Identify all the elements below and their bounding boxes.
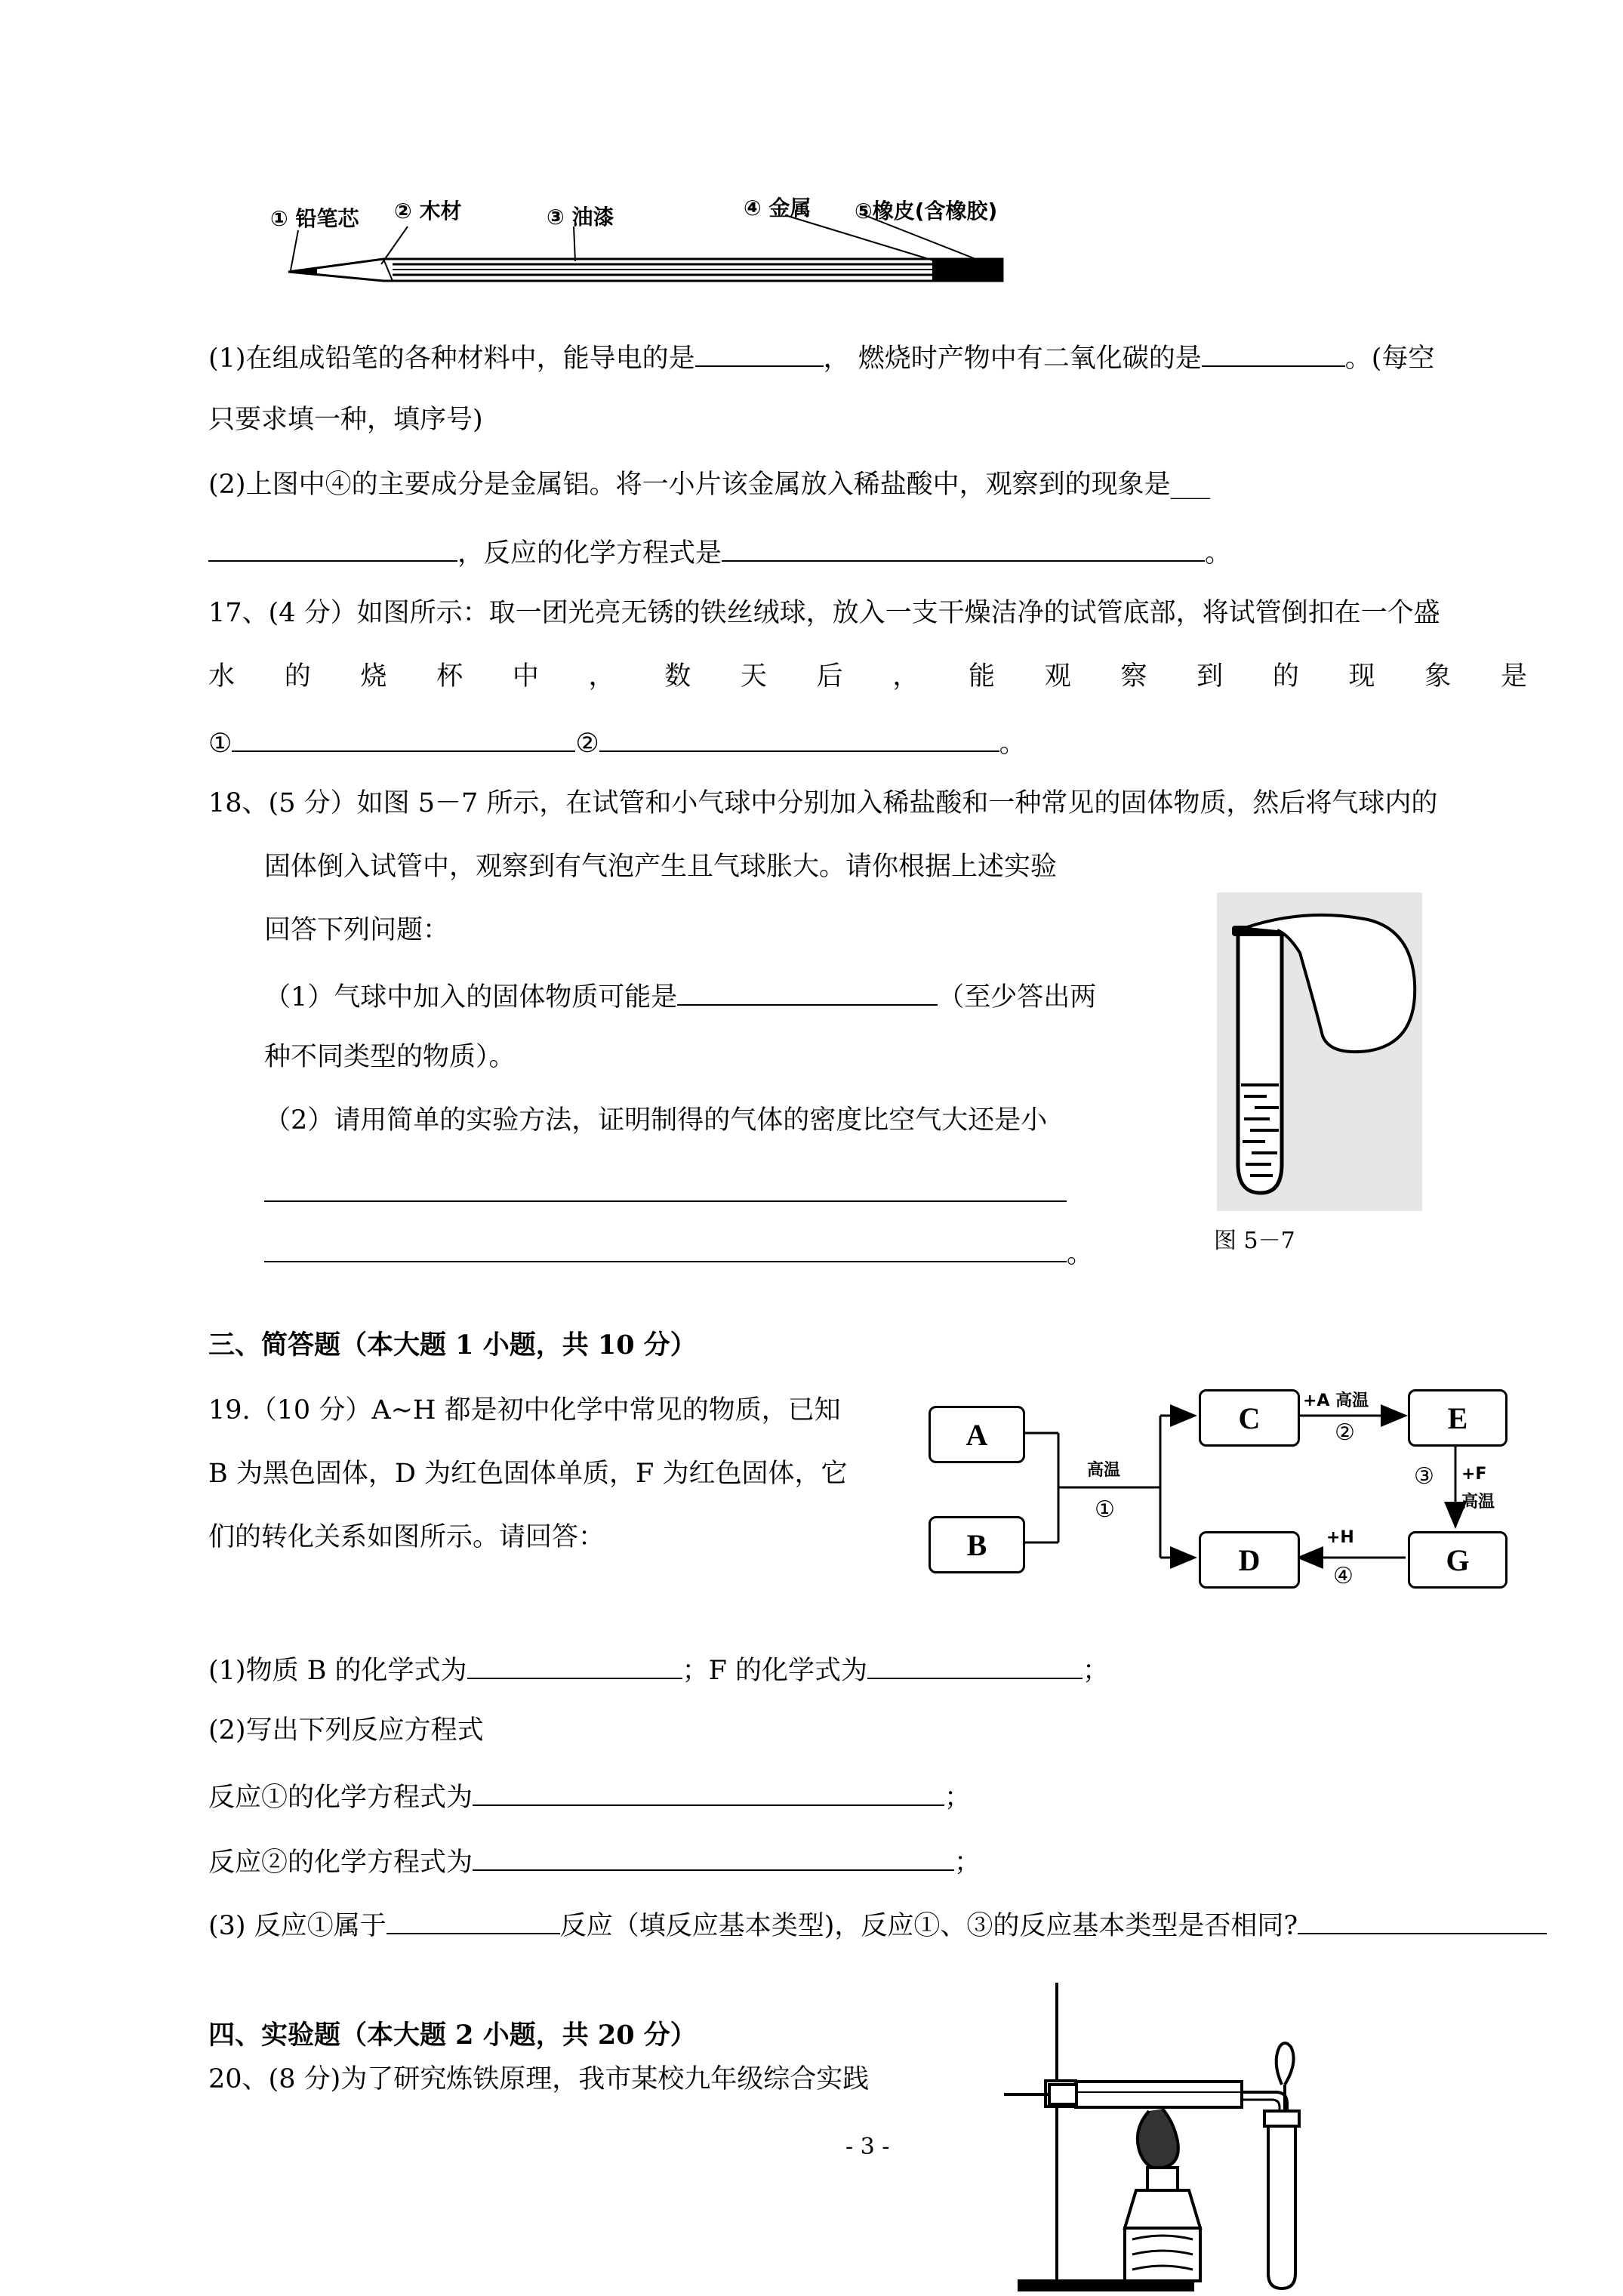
arrow4-reagent: +H xyxy=(1326,1528,1354,1547)
q19-part2: (2)写出下列反应方程式 xyxy=(208,1715,484,1746)
q19-blank-reaction2[interactable] xyxy=(473,1842,954,1871)
section4-title: 四、实验题（本大题 2 小题，共 20 分） xyxy=(208,2020,697,2051)
q17-line2: 水 的 烧 杯 中 ， 数 天 后 ， 能 观 察 到 的 现 象 是 xyxy=(208,661,1527,692)
arrow1-condition: 高温 xyxy=(1087,1461,1121,1480)
arrow4-number: ④ xyxy=(1333,1563,1354,1589)
arrow2-number: ② xyxy=(1335,1419,1355,1446)
q16-blank-phenomenon[interactable] xyxy=(208,533,457,562)
q19-reaction1: 反应①的化学方程式为 ； xyxy=(208,1777,971,1814)
q16-part2-line2: ，反应的化学方程式是 。 xyxy=(208,533,1231,570)
q18-line4: （1）气球中加入的固体物质可能是 （至少答出两 xyxy=(264,977,1096,1014)
pencil-label-rubber: ⑤橡皮(含橡胶) xyxy=(855,199,998,223)
test-tube-balloon-drawing xyxy=(1217,892,1422,1211)
q19-blank-reaction-type[interactable] xyxy=(387,1906,560,1934)
q18-line1: 18、(5 分）如图 5－7 所示，在试管和小气球中分别加入稀盐酸和一种常见的固体物质，然后将气球内的 xyxy=(208,788,1438,818)
q18-line2: 固体倒入试管中，观察到有气泡产生且气球胀大。请你根据上述实验 xyxy=(264,852,1058,882)
q16-part1-line2: 只要求填一种，填序号) xyxy=(208,405,483,435)
q19-intro-line1: 19.（10 分）A~H 都是初中化学中常见的物质，已知 xyxy=(208,1395,841,1425)
q16-blank-conductor[interactable] xyxy=(695,338,824,367)
q17-blank-2[interactable] xyxy=(599,723,999,752)
page-number: - 3 - xyxy=(845,2134,890,2160)
arrow1-number: ① xyxy=(1095,1496,1115,1523)
q16-part1-line1: (1)在组成铅笔的各种材料中，能导电的是 ， 燃烧时产物中有二氧化碳的是 。(每空 xyxy=(208,338,1434,375)
q18-blank-solid[interactable] xyxy=(677,977,938,1006)
q18-answer-line-1[interactable] xyxy=(264,1200,1067,1202)
q20-line1: 20、(8 分)为了研究炼铁原理，我市某校九年级综合实践 xyxy=(208,2064,870,2094)
node-e: E xyxy=(1408,1389,1508,1447)
q17-blank-1[interactable] xyxy=(232,723,575,752)
q16-blank-co2[interactable] xyxy=(1202,338,1345,367)
node-c: C xyxy=(1199,1389,1300,1447)
node-a: A xyxy=(929,1406,1025,1463)
arrow2-condition: +A 高温 xyxy=(1303,1391,1369,1410)
q19-intro-line2: B 为黑色固体，D 为红色固体单质，F 为红色固体，它 xyxy=(208,1459,848,1489)
pencil-label-paint: ③ 油漆 xyxy=(547,205,614,230)
node-g: G xyxy=(1408,1531,1508,1589)
q19-blank-same-type[interactable] xyxy=(1298,1906,1547,1934)
figure-5-7-caption: 图 5－7 xyxy=(1214,1228,1295,1254)
q19-intro-line3: 们的转化关系如图所示。请回答： xyxy=(208,1522,605,1552)
q16-part2-line1: (2)上图中④的主要成分是金属铝。将一小片该金属放入稀盐酸中，观察到的现象是___ xyxy=(208,470,1211,500)
q19-part3: (3) 反应①属于 反应（填反应基本类型)，反应①、③的反应基本类型是否相同? xyxy=(208,1906,1547,1943)
q19-reaction2: 反应②的化学方程式为 ； xyxy=(208,1842,981,1879)
arrow3-reagent: +F xyxy=(1461,1465,1487,1484)
pencil-label-metal: ④ 金属 xyxy=(744,196,812,220)
q18-line6: （2）请用简单的实验方法，证明制得的气体的密度比空气大还是小 xyxy=(264,1105,1048,1136)
q19-part1: (1)物质 B 的化学式为 ；F 的化学式为 ； xyxy=(208,1650,1109,1687)
q18-line8: 。 xyxy=(264,1234,1093,1271)
q17-line3: ① ② 。 xyxy=(208,723,1026,760)
node-d: D xyxy=(1199,1531,1300,1589)
iron-smelting-apparatus xyxy=(974,1979,1397,2296)
section3-title: 三、简答题（本大题 1 小题，共 10 分） xyxy=(208,1330,697,1361)
node-b: B xyxy=(929,1516,1025,1573)
pencil-label-lead: ① 铅笔芯 xyxy=(270,206,359,231)
q18-line3: 回答下列问题： xyxy=(264,915,450,945)
q19-blank-reaction1[interactable] xyxy=(473,1777,944,1806)
arrow3-number: ③ xyxy=(1414,1463,1434,1490)
q19-blank-f-formula[interactable] xyxy=(867,1650,1083,1679)
q16-blank-equation[interactable] xyxy=(722,533,1205,562)
q18-answer-line-2[interactable] xyxy=(264,1234,1067,1262)
q18-line5: 种不同类型的物质）。 xyxy=(264,1042,516,1072)
q19-blank-b-formula[interactable] xyxy=(467,1650,682,1679)
arrow3-condition: 高温 xyxy=(1461,1493,1495,1512)
pencil-drawing xyxy=(0,0,1623,317)
pencil-label-wood: ② 木材 xyxy=(394,199,462,223)
q17-line1: 17、(4 分）如图所示：取一团光亮无锈的铁丝绒球，放入一支干燥洁净的试管底部，将试管倒扣在一个盛 xyxy=(208,598,1440,628)
